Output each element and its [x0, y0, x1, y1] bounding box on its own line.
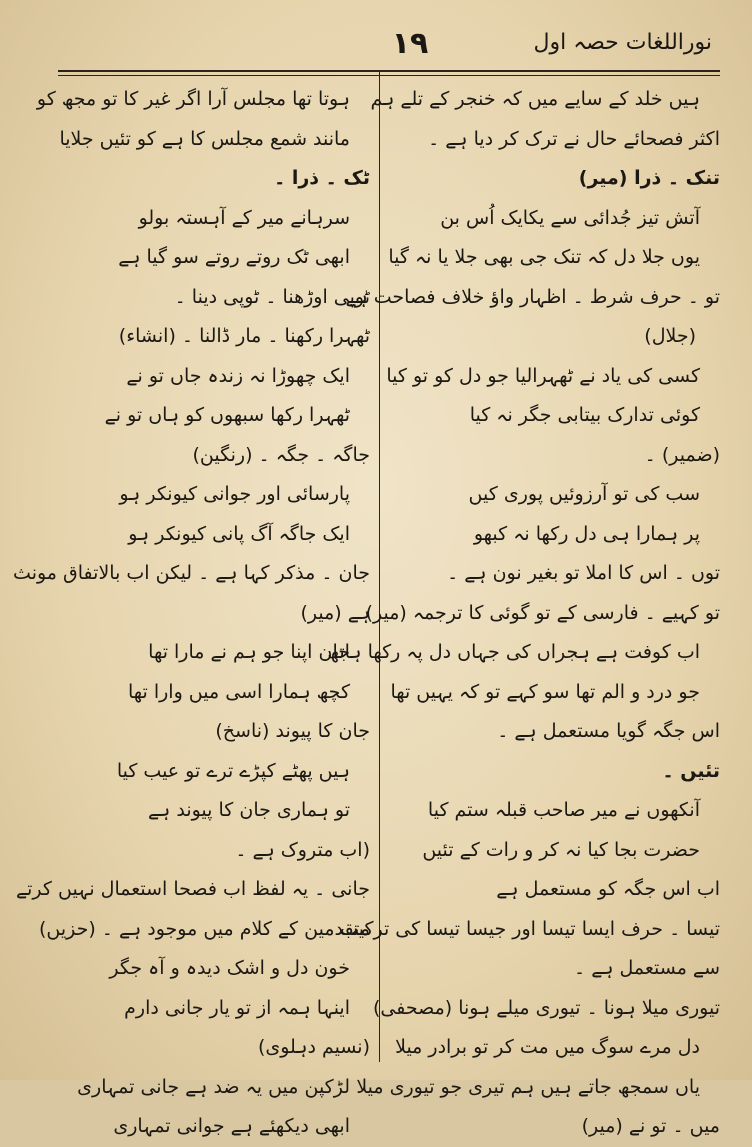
left-column-line: ایک چھوڑا نہ زندہ جاں تو نے [126, 364, 350, 387]
left-column-line: جانی ۔ یہ لفظ اب فصحا استعمال نہیں کرتے [16, 878, 370, 900]
left-column [13, 80, 370, 1137]
right-column-line: سے مستعمل ہے ۔ [574, 957, 720, 979]
left-column-line: ٹوپی اوڑھنا ۔ ٹوپی دینا ۔ [174, 285, 370, 308]
left-column-line: ٹک ۔ ذرا ۔ [274, 167, 370, 189]
right-column-line: میں ۔ تو نے (میر) [581, 1115, 720, 1137]
right-column-line: یاں سمجھ جاتے ہیں ہم تیری جو تیوری میلا [356, 1075, 700, 1098]
right-column-line: یوں جلا دل کہ تنک جی بھی جلا یا نہ گیا [388, 246, 700, 268]
right-column-line: کوئی تدارک بیتابی جگر نہ کیا [469, 404, 700, 426]
left-column-line: جان کا پیوند (ناسخ) [215, 720, 370, 742]
left-column-line: تو ہماری جان کا پیوند ہے [148, 799, 350, 821]
left-column-line: ٹھہرا رکھنا ۔ مار ڈالنا ۔ (انشاء) [118, 325, 370, 347]
left-column-line: کچھ ہمارا اسی میں وارا تھا [127, 680, 350, 703]
left-column-line: خون دل و اشک دیدہ و آہ جگر [109, 957, 350, 979]
right-column-line: اب اس جگہ کو مستعمل ہے [496, 878, 720, 900]
right-column-line: (ضمیر) ۔ [644, 443, 720, 466]
right-column-line: تیسا ۔ حرف ایسا تیسا اور جیسا تیسا کی ترکیب [340, 917, 720, 940]
left-column-line: پارسائی اور جوانی کیونکر ہو [119, 483, 350, 505]
right-column-line: کسی کی یاد نے ٹھہرالیا جو دل کو تو کیا [386, 364, 700, 387]
left-column-line: (اب متروک ہے ۔ [235, 838, 370, 861]
left-column-line: ابھی ٹک روتے روتے سو گیا ہے [118, 246, 350, 268]
right-column-line: اس جگہ گویا مستعمل ہے ۔ [497, 720, 720, 742]
left-column-line: مانند شمع مجلس کا ہے کو تئیں جلایا [59, 127, 350, 150]
left-column-line: سرہانے میر کے آہستہ بولو [138, 206, 350, 229]
book-title: نوراللغات حصہ اول [533, 30, 712, 55]
left-column-line: ہیں پھٹے کپڑے ترے تو عیب کیا [116, 759, 350, 782]
left-column-line: ہوتا تھا مجلس آرا اگر غیر کا تو مجھ کو [36, 88, 350, 110]
left-column-line: جان ۔ مذکر کہا ہے ۔ لیکن اب بالاتفاق مونث [13, 562, 370, 584]
right-column-line: ہیں خلد کے سایے میں کہ خنجر کے تلے ہم [370, 88, 700, 110]
left-column-line: ایک جاگہ آگ پانی کیونکر ہو [128, 522, 350, 545]
right-column-line: تو کہیے ۔ فارسی کے تو گوئی کا ترجمہ (میر) [365, 601, 720, 624]
header-rule-thin [58, 75, 720, 76]
right-column-line: توں ۔ اس کا املا تو بغیر نون ہے ۔ [447, 562, 720, 584]
running-head [40, 22, 712, 68]
left-column-line: (نسیم دہلوی) [257, 1036, 370, 1058]
left-column-line: ہے (میر) [300, 601, 370, 624]
right-column-line: تئیں ۔ [662, 759, 720, 782]
right-column-line: سب کی تو آرزوئیں پوری کیں [468, 483, 700, 505]
right-column-line: اکثر فصحائے حال نے ترک کر دیا ہے ۔ [428, 127, 720, 150]
right-column-line: جو درد و الم تھا سو کہے تو کہ یہیں تھا [390, 680, 700, 703]
right-column-line: اب کوفت ہے ہجراں کی جہاں دل پہ رکھا ہاتھ [327, 641, 700, 663]
left-column-line: لڑکپن میں یہ ضد ہے جانی تمہاری [77, 1075, 350, 1098]
left-column-line: جان اپنا جو ہم نے مارا تھا [148, 641, 350, 663]
page-number: ۱۹ [391, 26, 429, 61]
left-column-line: ابھی دیکھئے ہے جوانی تمہاری [113, 1115, 350, 1137]
header-rule [58, 70, 720, 72]
left-column-line: متقدمین کے کلام میں موجود ہے ۔ (حزیں) [38, 917, 370, 940]
right-column-line: (جلال) [644, 325, 696, 347]
right-column-line: پر ہمارا ہی دل رکھا نہ کبھو [473, 522, 700, 545]
right-column-line: تنک ۔ ذرا (میر) [578, 167, 720, 189]
left-column-line: جاگہ ۔ جگہ ۔ (رنگین) [192, 443, 370, 466]
right-column-line: دل مرے سوگ میں مت کر تو برادر میلا [395, 1036, 700, 1058]
right-column-line: حضرت بجا کیا نہ کر و رات کے تئیں [422, 838, 700, 861]
right-column-line: تیوری میلا ہونا ۔ تیوری میلے ہونا (مصحفی) [372, 996, 720, 1019]
right-column-line: آتش تیز جُدائی سے یکایک اُس بن [440, 206, 700, 229]
left-column-line: اینہا ہمہ از تو یار جانی دارم [124, 996, 350, 1019]
left-column-line: ٹھہرا رکھا سبھوں کو ہاں تو نے [104, 404, 350, 426]
right-column-line: تو ۔ حرف شرط ۔ اظہار واؤ خلاف فصاحت ہے [345, 285, 720, 308]
right-column-line: آنکھوں نے میر صاحب قبلہ ستم کیا [427, 799, 700, 821]
